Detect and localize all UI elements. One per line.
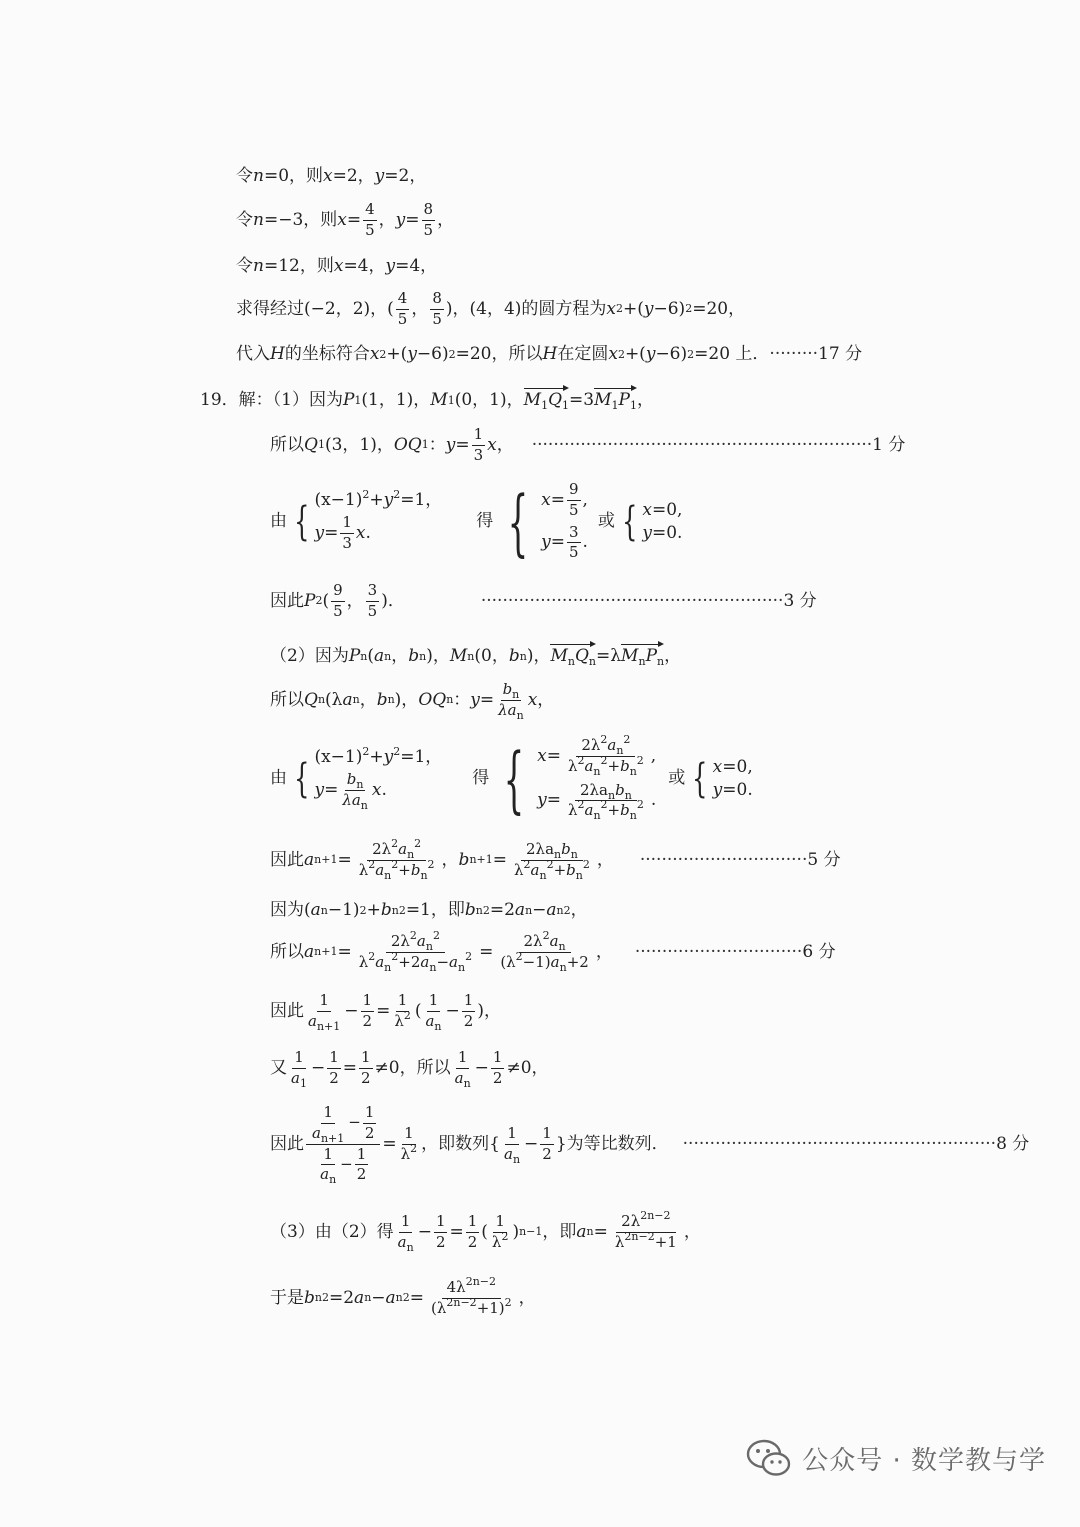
line-16: 因此 $\frac{1}{a_{n+1}}$ − $\frac{1}{2}$ = $\frac{1}{\lambda^2}$ ( $\frac{1}{a_n}$ − $\frac{1}{2}$ )， [270, 991, 501, 1033]
line-19: （3）由（2）得 $\frac{1}{a_n}$ − $\frac{1}{2}$ = $\frac{1}{2}$ ( $\frac{1}{\lambda^2}$ ) n−1 ，即 a n = $\frac{2\lambda^{2n-2}}{\lambda^{2n-2}+1}$ ， [270, 1209, 701, 1254]
watermark [746, 1438, 1046, 1478]
line-10: （2）因为 P n ( a n ， b n )， M n (0， b n )， $M_nQ_n$ =λ $M_nP_n$ ， [270, 646, 682, 668]
line-12: 由 { $(x-1)^2+y^2=1$， y = $\frac{b_n}{\lambda a_n}$ x . 得 { x = $\frac{2\lambda^2a_n^2}{\lambda^2a_n^2+b_n^2}$ , y = $\frac{2\lambda a_nb_n}{\lambda^2a_n^2+b_n^2}$ . 或 { x=0, y=0. [270, 733, 753, 823]
line-14: 因为( a n −1) 2 + b n 2 =1，即 b n 2 =2 a n − a n 2 ， [270, 900, 588, 920]
line-15: 所以 a n+1 = $\frac{2\lambda^2a_n^2}{\lambda^2a_n^2+2a_n-a_n^2}$ = $\frac{2\lambda^2a_n}{(\lambda^2-1)a_n+2}$ ， ······························· 6 分 [270, 929, 836, 974]
line-18: 因此 $\frac{1}{a_{n+1}}$ − $\frac{1}{2}$ $\frac{1}{a_n}$ − $\frac{1}{2}$ = $\frac{1}{\lambda^2}$ ，即数列{ $\frac{1}{a_n}$ − $\frac{1}{2}$ }为等比数列． ·························································· 8 分 [270, 1103, 1030, 1187]
line-20: 于是 b n 2 =2 a n − a n 2 = $\frac{4\lambda^{2n-2}}{(\lambda^{2n-2}+1)^2}$ ， [270, 1275, 536, 1317]
line-7: 所以 Q 1 (3，1)， OQ 1 ： y = $\frac{1}{3}$ x ， ······························································· 1 分 [270, 425, 906, 464]
watermark-text: 公众号 · 数学教与学 [802, 1445, 1046, 1476]
line-3: 令 n =12，则 x =4， y =4， [236, 256, 438, 276]
line-5: 代入 H 的坐标符合 x 2 +( y −6) 2 =20，所以 H 在定圆 x 2 +( y −6) 2 =20 上． ········· 17 分 [236, 344, 863, 364]
wechat-icon [746, 1438, 792, 1478]
line-11: 所以 Q n (λ a n ， b n )， OQ n ： y = $\frac{b_n}{\lambda a_n}$ x ， [270, 680, 555, 722]
line-2: 令 n =−3，则 x = $\frac{4}{5}$ ， y = $\frac{8}{5}$ ， [236, 200, 455, 239]
line-1: 令 n =0，则 x =2， y =2， [236, 166, 427, 186]
line-6: 19．解：（1）因为 P 1 (1，1)， M 1 (0，1)， $M_1Q_1$ =3 $M_1P_1$ ， [200, 390, 654, 412]
line-13: 因此 a n+1 = $\frac{2\lambda^2a_n^2}{\lambda^2a_n^2+b_n^2}$ ， b n+1 = $\frac{2\lambda a_nb_n}{\lambda^2a_n^2+b_n^2}$ ， ······························· 5 分 [270, 837, 841, 882]
line-4: 求得经过(−2，2)，( $\frac{4}{5}$ ， $\frac{8}{5}$ )，(4，4)的圆方程为 x 2 +( y −6) 2 =20， [236, 289, 746, 328]
line-8: 由 { $(x-1)^2+y^2=1$， y = $\frac{1}{3}$ x . 得 { x = $\frac{9}{5}$ , y = $\frac{3}{5}$ . 或 { x=0, y=0. [270, 479, 683, 564]
line-9: 因此 P 2 ( $\frac{9}{5}$ ， $\frac{3}{5}$ )． ························································ 3 分 [270, 581, 817, 620]
line-17: 又 $\frac{1}{a_1}$ − $\frac{1}{2}$ = $\frac{1}{2}$ ≠0，所以 $\frac{1}{a_n}$ − $\frac{1}{2}$ ≠0， [270, 1048, 549, 1090]
